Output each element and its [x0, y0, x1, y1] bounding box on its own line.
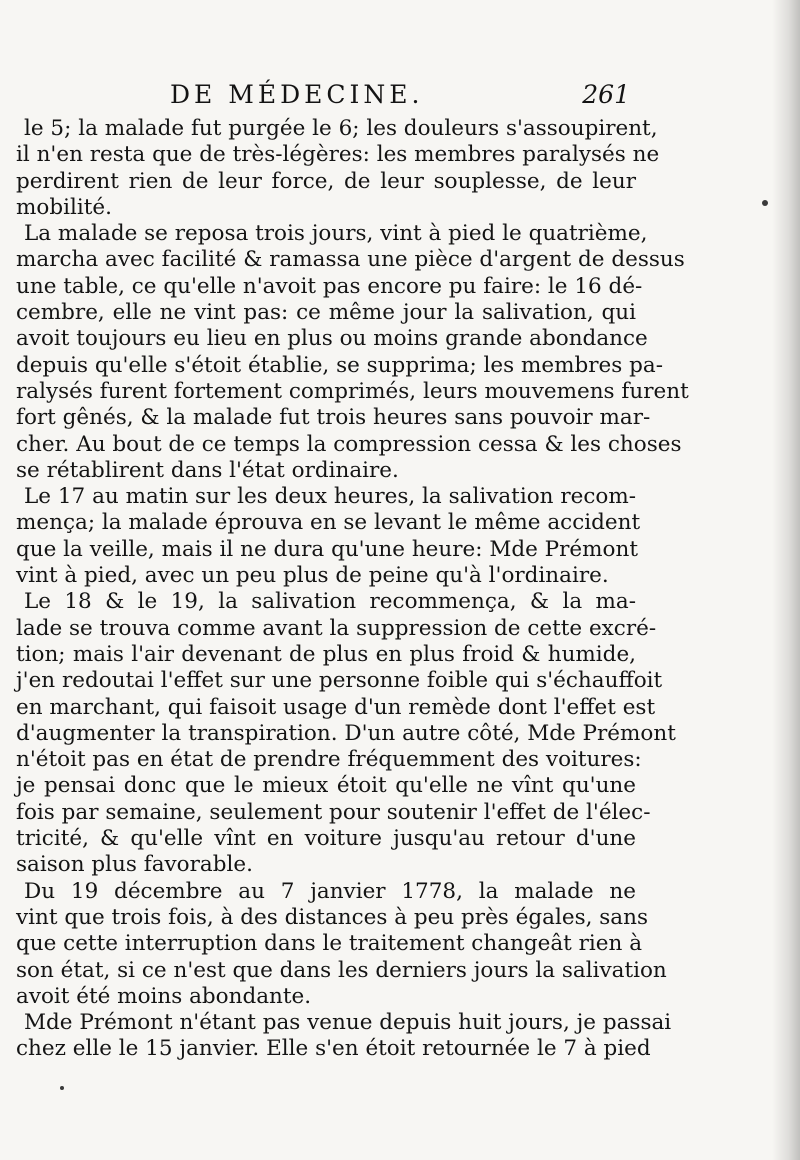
text-line: d'augmenter la transpiration. D'un autre côté, Mde Prémont — [16, 720, 676, 746]
ink-speck — [762, 200, 768, 206]
page-header — [170, 80, 630, 114]
ink-speck — [60, 1086, 64, 1090]
text-line: Mde Prémont n'étant pas venue depuis huit jours, je passai — [24, 1010, 672, 1036]
text-line: Le 18 & le 19, la salivation recommença, & la ma- — [24, 589, 636, 615]
text-line: cembre, elle ne vint pas: ce même jour la salivation, qui — [16, 300, 636, 326]
text-line: en marchant, qui faisoit usage d'un remède dont l'effet est — [16, 694, 656, 720]
text-line: n'étoit pas en état de prendre fréquemment des voitures: — [16, 747, 642, 773]
text-line: le 5; la malade fut purgée le 6; les douleurs s'assoupirent, — [24, 116, 658, 141]
text-line: vint que trois fois, à des distances à peu près égales, sans — [16, 904, 649, 930]
text-line: saison plus favorable. — [16, 852, 253, 878]
text-line: marcha avec facilité & ramassa une pièce d'argent de dessus — [16, 247, 685, 273]
text-line: Du 19 décembre au 7 janvier 1778, la malade ne — [24, 878, 636, 904]
text-line: fort gênés, & la malade fut trois heures sans pouvoir mar- — [16, 405, 651, 431]
text-line: vint à pied, avec un peu plus de peine qu'à l'ordinaire. — [16, 563, 609, 589]
text-line: lade se trouva comme avant la suppression de cette excré- — [16, 615, 657, 641]
text-line: mobilité. — [16, 194, 112, 220]
text-line: une table, ce qu'elle n'avoit pas encore pu faire: le 16 dé- — [16, 273, 643, 299]
text-line: j'en redoutai l'effet sur une personne foible qui s'échauffoit — [16, 668, 663, 694]
text-line: perdirent rien de leur force, de leur souplesse, de leur — [16, 168, 636, 194]
text-line: Le 17 au matin sur les deux heures, la salivation recom- — [24, 484, 636, 510]
text-line: ralysés furent fortement comprimés, leurs mouvemens furent — [16, 378, 689, 404]
text-line: avoit été moins abondante. — [16, 983, 312, 1009]
text-line: chez elle le 15 janvier. Elle s'en étoit retournée le 7 à pied — [16, 1036, 651, 1062]
text-line: depuis qu'elle s'étoit établie, se supprima; les membres pa- — [16, 352, 663, 378]
text-line: mença; la malade éprouva en se levant le même accident — [16, 510, 641, 536]
text-line: son état, si ce n'est que dans les derniers jours la salivation — [16, 957, 667, 983]
gutter-shadow — [772, 0, 800, 1160]
text-line: que la veille, mais il ne dura qu'une heure: Mde Prémont — [16, 536, 638, 562]
text-line: cher. Au bout de ce temps la compression cessa & les choses — [16, 431, 682, 457]
text-line: La malade se reposa trois jours, vint à pied le quatrième, — [24, 221, 648, 247]
text-line: tion; mais l'air devenant de plus en plus froid & humide, — [16, 641, 636, 667]
running-head: DE MÉDECINE. — [170, 80, 424, 109]
text-line: je pensai donc que le mieux étoit qu'elle ne vînt qu'une — [16, 773, 636, 799]
text-line: il n'en resta que de très-légères: les membres paralysés ne — [16, 142, 660, 168]
text-line: avoit toujours eu lieu en plus ou moins grande abondance — [16, 326, 648, 352]
text-line: fois par semaine, seulement pour soutenir l'effet de l'élec- — [16, 799, 651, 825]
text-line: que cette interruption dans le traitement changeât rien à — [16, 931, 643, 957]
text-line: tricité, & qu'elle vînt en voiture jusqu'au retour d'une — [16, 826, 636, 852]
page-number: 261 — [582, 80, 630, 109]
body-text — [16, 116, 689, 1063]
text-line: se rétablirent dans l'état ordinaire. — [16, 457, 399, 483]
